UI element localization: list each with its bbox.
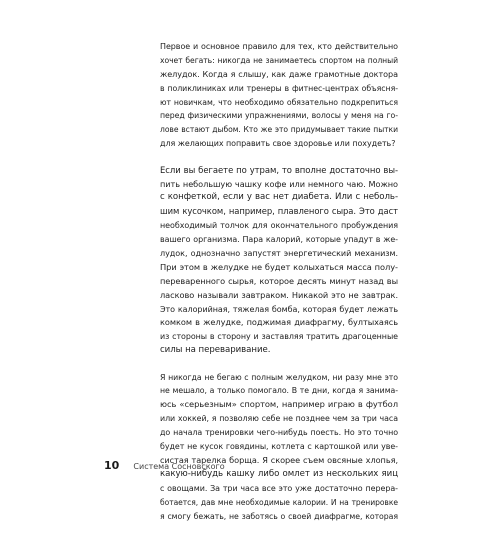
text-line: Первое и основное правило для тех, кто действительно — [160, 42, 398, 51]
text-line: лове встают дыбом. Кто же это придумывает такие пытки — [160, 125, 398, 135]
text-line: в поликлиниках или тренеры в фитнес-центрах объясня- — [160, 83, 398, 93]
text-line: с овощами. За три часа все это уже достаточно перера- — [160, 483, 398, 493]
text-line: лудок, однозначно запустят энергетический механизм. — [160, 248, 398, 258]
page-number: 10 — [104, 459, 120, 472]
text-line: до начала тренировки чего-нибудь поесть. Но это точно — [160, 428, 398, 438]
text-line: Если вы бегаете по утрам, то вполне достаточно вы- — [160, 164, 398, 175]
text-line: для желающих поправить свое здоровье или похудеть? — [160, 139, 396, 149]
text-line: я смогу бежать, не заботясь о своей диафрагме, которая — [160, 511, 398, 521]
text-line: ласково называли завтраком. Никакой это не завтрак. — [160, 289, 398, 300]
text-line: из стороны в сторону и заставляя тратить драгоценные — [160, 332, 398, 342]
text-line: При этом в желудке не будет колыхаться масса полу- — [160, 261, 398, 272]
text-line: Я никогда не бегаю с полным желудком, ни разу мне это — [160, 372, 398, 382]
text-line: пить небольшую чашку кофе или немного чаю. Можно — [160, 178, 398, 189]
text-line: какую-нибудь кашку либо омлет из нескольких яиц — [160, 468, 398, 479]
text-line: или хоккей, я позволяю себе не позднее чем за три часа — [160, 414, 398, 424]
paragraph — [160, 40, 398, 151]
paragraph — [160, 164, 398, 358]
text-line: будет не кусок говядины, котлета с картошкой или уве- — [160, 442, 398, 452]
paragraph — [160, 371, 398, 524]
text-line: не мешало, а только помогало. В те дни, когда я занима- — [160, 386, 398, 396]
text-line: ют новичкам, что необходимо обязательно подкрепиться — [160, 97, 398, 107]
text-line: хочет бегать: никогда не занимаетесь спортом на полный — [160, 55, 398, 65]
text-line: вашего организма. Пара калорий, которые упадут в же- — [160, 235, 398, 245]
text-line: силы на переваривание. — [160, 345, 271, 356]
text-line: шим кусочком, например, плавленого сыра. Это даст — [160, 206, 398, 217]
running-title: Система Сосновского — [133, 462, 225, 471]
text-line: Это калорийная, тяжелая бомба, которая будет лежать — [160, 304, 398, 314]
text-line: систая тарелка борща. Я скорее съем овсяные хлопья, — [160, 454, 398, 465]
text-line: ботается, дав мне необходимые калории. И на тренировке — [160, 497, 398, 507]
text-line: юсь «серьезным» спортом, например играю в футбол — [160, 399, 398, 410]
text-line: переваренного сырья, которое десять минут назад вы — [160, 275, 398, 286]
page-footer — [104, 454, 225, 472]
text-line: желудок. Когда я слышу, как даже грамотные доктора — [160, 69, 398, 79]
text-line: с конфеткой, если у вас нет диабета. Или с неболь- — [160, 192, 398, 203]
text-line: перед физическими упражнениями, волосы у меня на го- — [160, 111, 398, 121]
text-line: необходимый толчок для окончательного пробуждения — [160, 221, 398, 231]
text-line: комком в желудке, поджимая диафрагму, бултыхаясь — [160, 317, 398, 328]
